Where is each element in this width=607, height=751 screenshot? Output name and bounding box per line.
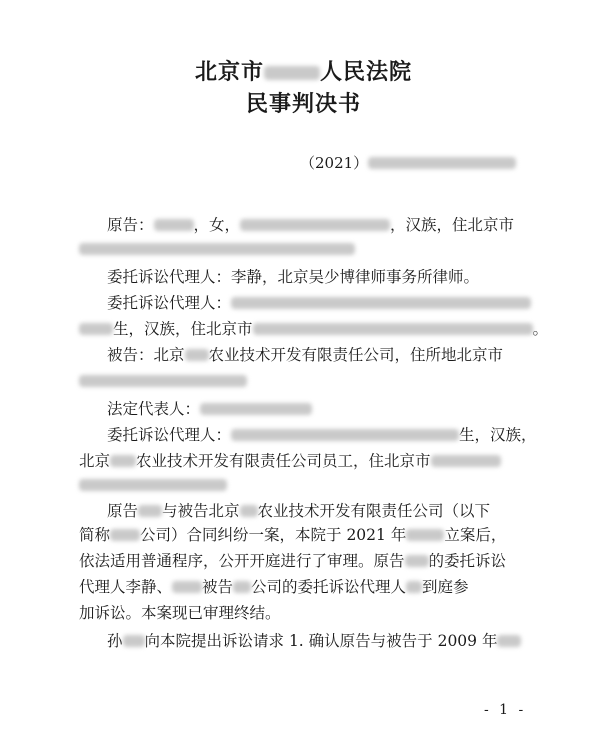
redacted-district bbox=[264, 66, 320, 80]
redacted-date bbox=[406, 529, 444, 541]
redacted-company bbox=[233, 581, 251, 593]
plaintiff-line bbox=[107, 214, 567, 236]
plaintiff-address-line bbox=[79, 238, 539, 260]
agent1-line: 委托诉讼代理人：李静，北京吴少博律师事务所律师。 bbox=[107, 268, 480, 286]
agent2-line bbox=[107, 292, 567, 314]
para1-line4 bbox=[79, 576, 539, 598]
plaintiff-gender: ，女， bbox=[193, 216, 241, 234]
defendant-address-line bbox=[79, 370, 539, 392]
agent2-line-2 bbox=[79, 318, 549, 340]
p1-text: 被告 bbox=[202, 578, 234, 596]
para1-line5: 加诉讼。本案现已审理终结。 bbox=[79, 604, 281, 622]
para1-line2 bbox=[79, 524, 539, 546]
plaintiff-ethnicity: ，汉族，住北京市 bbox=[390, 216, 515, 234]
document-title: 民事判决书 bbox=[245, 91, 361, 117]
agent2-label: 委托诉讼代理人： bbox=[107, 294, 232, 312]
para1-line1 bbox=[107, 500, 567, 522]
court-name-suffix: 人民法院 bbox=[320, 59, 413, 85]
redacted-address bbox=[79, 375, 247, 387]
defendant-cont: 农业技术开发有限责任公司，住所地北京市 bbox=[208, 346, 504, 364]
redacted-legal-rep bbox=[200, 403, 312, 415]
p1-text: 代理人李静、 bbox=[79, 578, 173, 596]
redacted-company bbox=[110, 455, 136, 467]
redacted-birth bbox=[79, 323, 113, 335]
agent3-line2-b: 农业技术开发有限责任公司员工，住北京市 bbox=[136, 452, 431, 470]
agent3-line2-a: 北京 bbox=[79, 452, 111, 470]
p2-text: 向本院提出诉讼请求 1. 确认原告与被告于 2009 年 bbox=[144, 632, 498, 650]
page-number: - 1 - bbox=[484, 702, 527, 718]
redacted-name bbox=[138, 505, 162, 517]
redacted-address bbox=[253, 323, 533, 335]
p1-text: 到庭参 bbox=[422, 578, 469, 596]
redacted-agent3 bbox=[231, 429, 459, 441]
redacted-name bbox=[405, 555, 429, 567]
p1-text: 简称 bbox=[79, 526, 111, 544]
agent3-line bbox=[107, 424, 567, 446]
agent2-cont-a: 生，汉族，住北京市 bbox=[113, 320, 253, 338]
agent2-cont-b: 。 bbox=[532, 320, 549, 338]
redacted-name bbox=[123, 635, 145, 647]
p1-text: 公司）合同纠纷一案，本院于 2021 年 bbox=[140, 526, 407, 544]
p1-text: 依法适用普通程序，公开开庭进行了审理。原告 bbox=[79, 552, 405, 570]
redacted-date bbox=[497, 635, 521, 647]
case-number bbox=[300, 152, 516, 173]
redacted-company bbox=[110, 529, 140, 541]
redacted-name bbox=[406, 581, 422, 593]
agent3-cont: 生，汉族， bbox=[459, 426, 537, 444]
plaintiff-label: 原告： bbox=[107, 216, 154, 234]
para2-line1 bbox=[107, 630, 567, 652]
redacted-birthdate bbox=[240, 219, 390, 231]
agent3-address-line bbox=[79, 474, 539, 496]
p1-text: 立案后， bbox=[444, 526, 507, 544]
redacted-case-number bbox=[368, 157, 516, 169]
redacted-agent2 bbox=[231, 297, 531, 309]
redacted-company bbox=[185, 349, 209, 361]
p1-text: 原告 bbox=[107, 502, 139, 520]
p1-text: 农业技术开发有限责任公司（以下 bbox=[257, 502, 491, 520]
defendant-line bbox=[107, 344, 567, 366]
defendant-label: 被告：北京 bbox=[107, 346, 185, 364]
p1-text: 与被告北京 bbox=[162, 502, 240, 520]
redacted-name bbox=[172, 581, 202, 593]
p1-text: 公司的委托诉讼代理人 bbox=[251, 578, 407, 596]
para1-line3 bbox=[79, 550, 539, 572]
agent3-label: 委托诉讼代理人： bbox=[107, 426, 232, 444]
redacted-company bbox=[240, 505, 258, 517]
court-name-prefix: 北京市 bbox=[194, 59, 264, 85]
legal-rep-line bbox=[107, 398, 567, 420]
p1-text: 的委托诉讼 bbox=[428, 552, 507, 570]
legal-rep-label: 法定代表人： bbox=[107, 400, 201, 418]
case-number-prefix: （2021） bbox=[300, 154, 369, 172]
redacted-address bbox=[431, 455, 501, 467]
redacted-address bbox=[79, 243, 355, 255]
agent3-line-2 bbox=[79, 450, 539, 472]
redacted-address bbox=[79, 479, 227, 491]
court-name bbox=[0, 60, 607, 84]
redacted-name bbox=[154, 219, 194, 231]
p2-text: 孙 bbox=[107, 632, 123, 650]
